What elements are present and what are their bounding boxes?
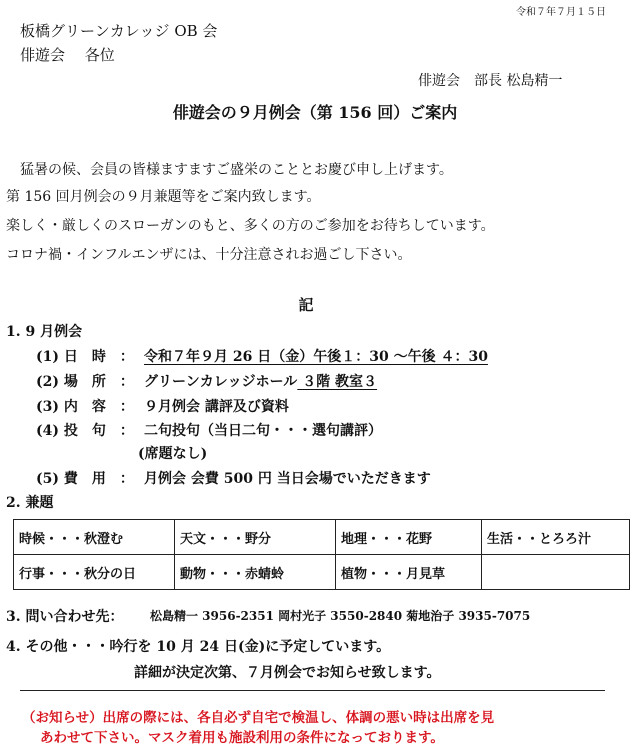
section4-line1: 4. その他・・・吟行を 10 月 24 日(金)に予定しています。 [6, 639, 391, 655]
section4-line2: 詳細が決定次第、７月例会でお知らせ致します。 [134, 665, 441, 681]
ki-heading: 記 [298, 296, 314, 314]
notice-line1: （お知らせ）出席の際には、各自必ず自宅で検温し、体調の悪い時は出席を見 [22, 710, 495, 726]
recipient-org: 板橋グリーンカレッジ OB 会 [20, 22, 218, 40]
section3-contacts: 松島精一 3956-2351 岡村光子 3550-2840 菊地治子 3935-7075 [150, 609, 531, 623]
kendai-cell: 生活・・とろろ汁 [482, 520, 630, 555]
kendai-cell: 植物・・・月見草 [336, 555, 482, 590]
place-value [144, 371, 377, 391]
section1-heading: 1. 9 月例会 [6, 324, 83, 340]
kendai-cell: 時候・・・秋澄む [14, 520, 175, 555]
place-room: ３階 教室３ [297, 374, 378, 390]
place-label: (2) 場 所 ： [36, 374, 134, 390]
body-line-3: 楽しく・厳しくのスローガンのもと、多くの方のご参加をお待ちしています。 [6, 218, 495, 234]
content-value: ９月例会 講評及び資料 [144, 399, 289, 415]
section2-heading: 2. 兼題 [6, 495, 54, 511]
recipient-group: 俳遊会 各位 [20, 46, 115, 64]
document-date: 令和７年７月１５日 [516, 7, 606, 18]
datetime-value: 令和７年９月 26 日（金）午後１：30 ～午後 ４：30 [144, 349, 488, 365]
datetime-label: (1) 日 時 ： [36, 349, 134, 365]
fee-label: (5) 費 用 ： [36, 471, 134, 487]
place-hall: グリーンカレッジホール [144, 374, 298, 390]
body-line-2: 第 156 回月例会の９月兼題等をご案内致します。 [6, 189, 321, 205]
body-line-4: コロナ禍・インフルエンザには、十分注意されお過ごし下さい。 [6, 247, 412, 263]
kendai-cell: 地理・・・花野 [336, 520, 482, 555]
kendai-cell [482, 555, 630, 590]
document-title: 俳遊会の９月例会（第 156 回）ご案内 [172, 103, 458, 122]
divider [20, 690, 605, 691]
sender: 俳遊会 部長 松島精一 [418, 73, 563, 89]
section3-label: 3. 問い合わせ先： [6, 609, 124, 625]
content-label: (3) 内 容 ： [36, 399, 134, 415]
kendai-cell: 天文・・・野分 [175, 520, 336, 555]
table-row [14, 520, 630, 555]
notice-line2: あわせて下さい。マスク着用も施設利用の条件になっております。 [40, 730, 444, 746]
fee-value: 月例会 会費 500 円 当日会場でいただきます [144, 471, 431, 487]
body-line-1: 猛暑の候、会員の皆様ますますご盛栄のこととお慶び申し上げます。 [6, 162, 453, 178]
submission-value: 二句投句（当日二句・・・選句講評） [144, 423, 382, 439]
kendai-table [13, 519, 630, 590]
kendai-cell: 行事・・・秋分の日 [14, 555, 175, 590]
submission-label: (4) 投 句 ： [36, 423, 134, 439]
kendai-cell: 動物・・・赤蜻蛉 [175, 555, 336, 590]
submission-note: (席題なし) [138, 446, 208, 462]
table-row [14, 555, 630, 590]
